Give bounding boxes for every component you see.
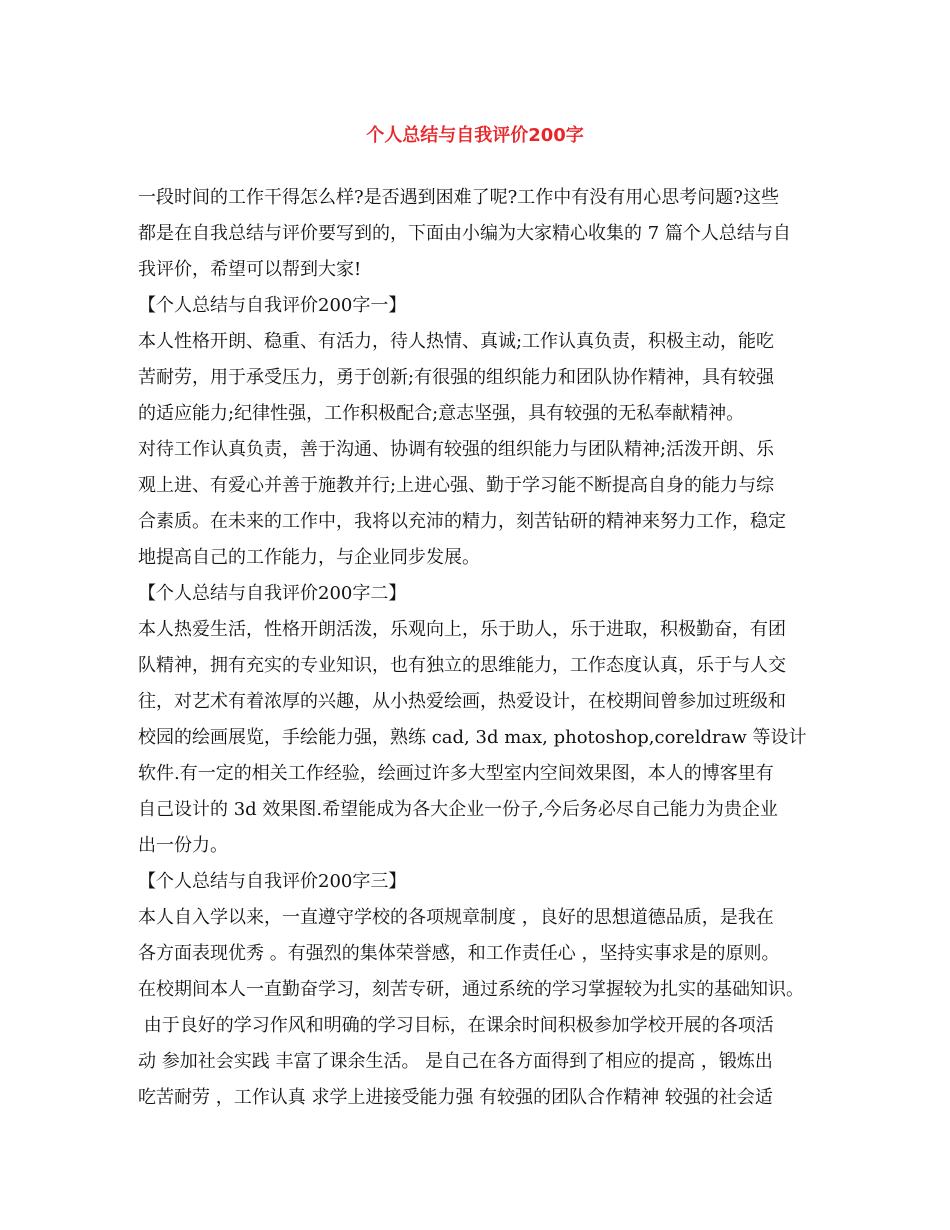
paragraph-line: 各方面表现优秀 。有强烈的集体荣誉感，和工作责任心 ，坚持实事求是的原则。 [138, 943, 780, 964]
section-heading: 【个人总结与自我评价200字一】 [138, 295, 407, 316]
paragraph-line: 本人自入学以来，一直遵守学校的各项规章制度 ，良好的思想道德品质，是我在 [138, 907, 774, 928]
paragraph-line: 自己设计的 3d 效果图.希望能成为各大企业一份子,今后务必尽自己能力为贵企业 [138, 799, 778, 820]
paragraph-line: 对待工作认真负责，善于沟通、协调有较强的组织能力与团队精神;活泼开朗、乐 [138, 439, 775, 460]
paragraph-line: 软件.有一定的相关工作经验，绘画过许多大型室内空间效果图，本人的博客里有 [138, 763, 774, 784]
paragraph-line: 吃苦耐劳 ，工作认真 求学上进接受能力强 有较强的团队合作精神 较强的社会适 [138, 1087, 773, 1108]
section-heading: 【个人总结与自我评价200字二】 [138, 583, 407, 604]
paragraph-line: 由于良好的学习作风和明确的学习目标，在课余时间积极参加学校开展的各项活 [138, 1015, 774, 1036]
paragraph-line: 往，对艺术有着浓厚的兴趣，从小热爱绘画，热爱设计，在校期间曾参加过班级和 [138, 691, 786, 712]
paragraph-line: 我评价，希望可以帮到大家! [138, 259, 362, 280]
paragraph-line: 本人热爱生活，性格开朗活泼，乐观向上，乐于助人，乐于进取，积极勤奋，有团 [138, 619, 786, 640]
paragraph-line: 一段时间的工作干得怎么样?是否遇到困难了呢?工作中有没有用心思考问题?这些 [138, 187, 779, 208]
paragraph-line: 校园的绘画展览，手绘能力强，熟练 cad, 3d max, photoshop,coreldraw 等设计 [138, 727, 807, 748]
document-body [138, 180, 838, 1116]
paragraph-line: 出一份力。 [138, 835, 228, 856]
paragraph-line: 观上进、有爱心并善于施教并行;上进心强、勤于学习能不断提高自身的能力与综 [138, 475, 775, 496]
section-heading: 【个人总结与自我评价200字三】 [138, 871, 407, 892]
paragraph-line: 的适应能力;纪律性强，工作积极配合;意志坚强，具有较强的无私奉献精神。 [138, 403, 745, 424]
paragraph-line: 都是在自我总结与评价要写到的，下面由小编为大家精心收集的 7 篇个人总结与自 [138, 223, 791, 244]
paragraph-line: 苦耐劳，用于承受压力，勇于创新;有很强的组织能力和团队协作精神，具有较强 [138, 367, 775, 388]
paragraph-line: 合素质。在未来的工作中，我将以充沛的精力，刻苦钻研的精神来努力工作，稳定 [138, 511, 786, 532]
document-title: 个人总结与自我评价200字 [366, 125, 584, 146]
paragraph-line: 动 参加社会实践 丰富了课余生活。 是自己在各方面得到了相应的提高 ，锻炼出 [138, 1051, 773, 1072]
paragraph-line: 队精神，拥有充实的专业知识，也有独立的思维能力，工作态度认真，乐于与人交 [138, 655, 786, 676]
paragraph-line: 在校期间本人一直勤奋学习，刻苦专研，通过系统的学习掌握较为扎实的基础知识。 [138, 979, 804, 1000]
paragraph-line: 地提高自己的工作能力，与企业同步发展。 [138, 547, 480, 568]
paragraph-line: 本人性格开朗、稳重、有活力，待人热情、真诚;工作认真负责，积极主动，能吃 [138, 331, 775, 352]
